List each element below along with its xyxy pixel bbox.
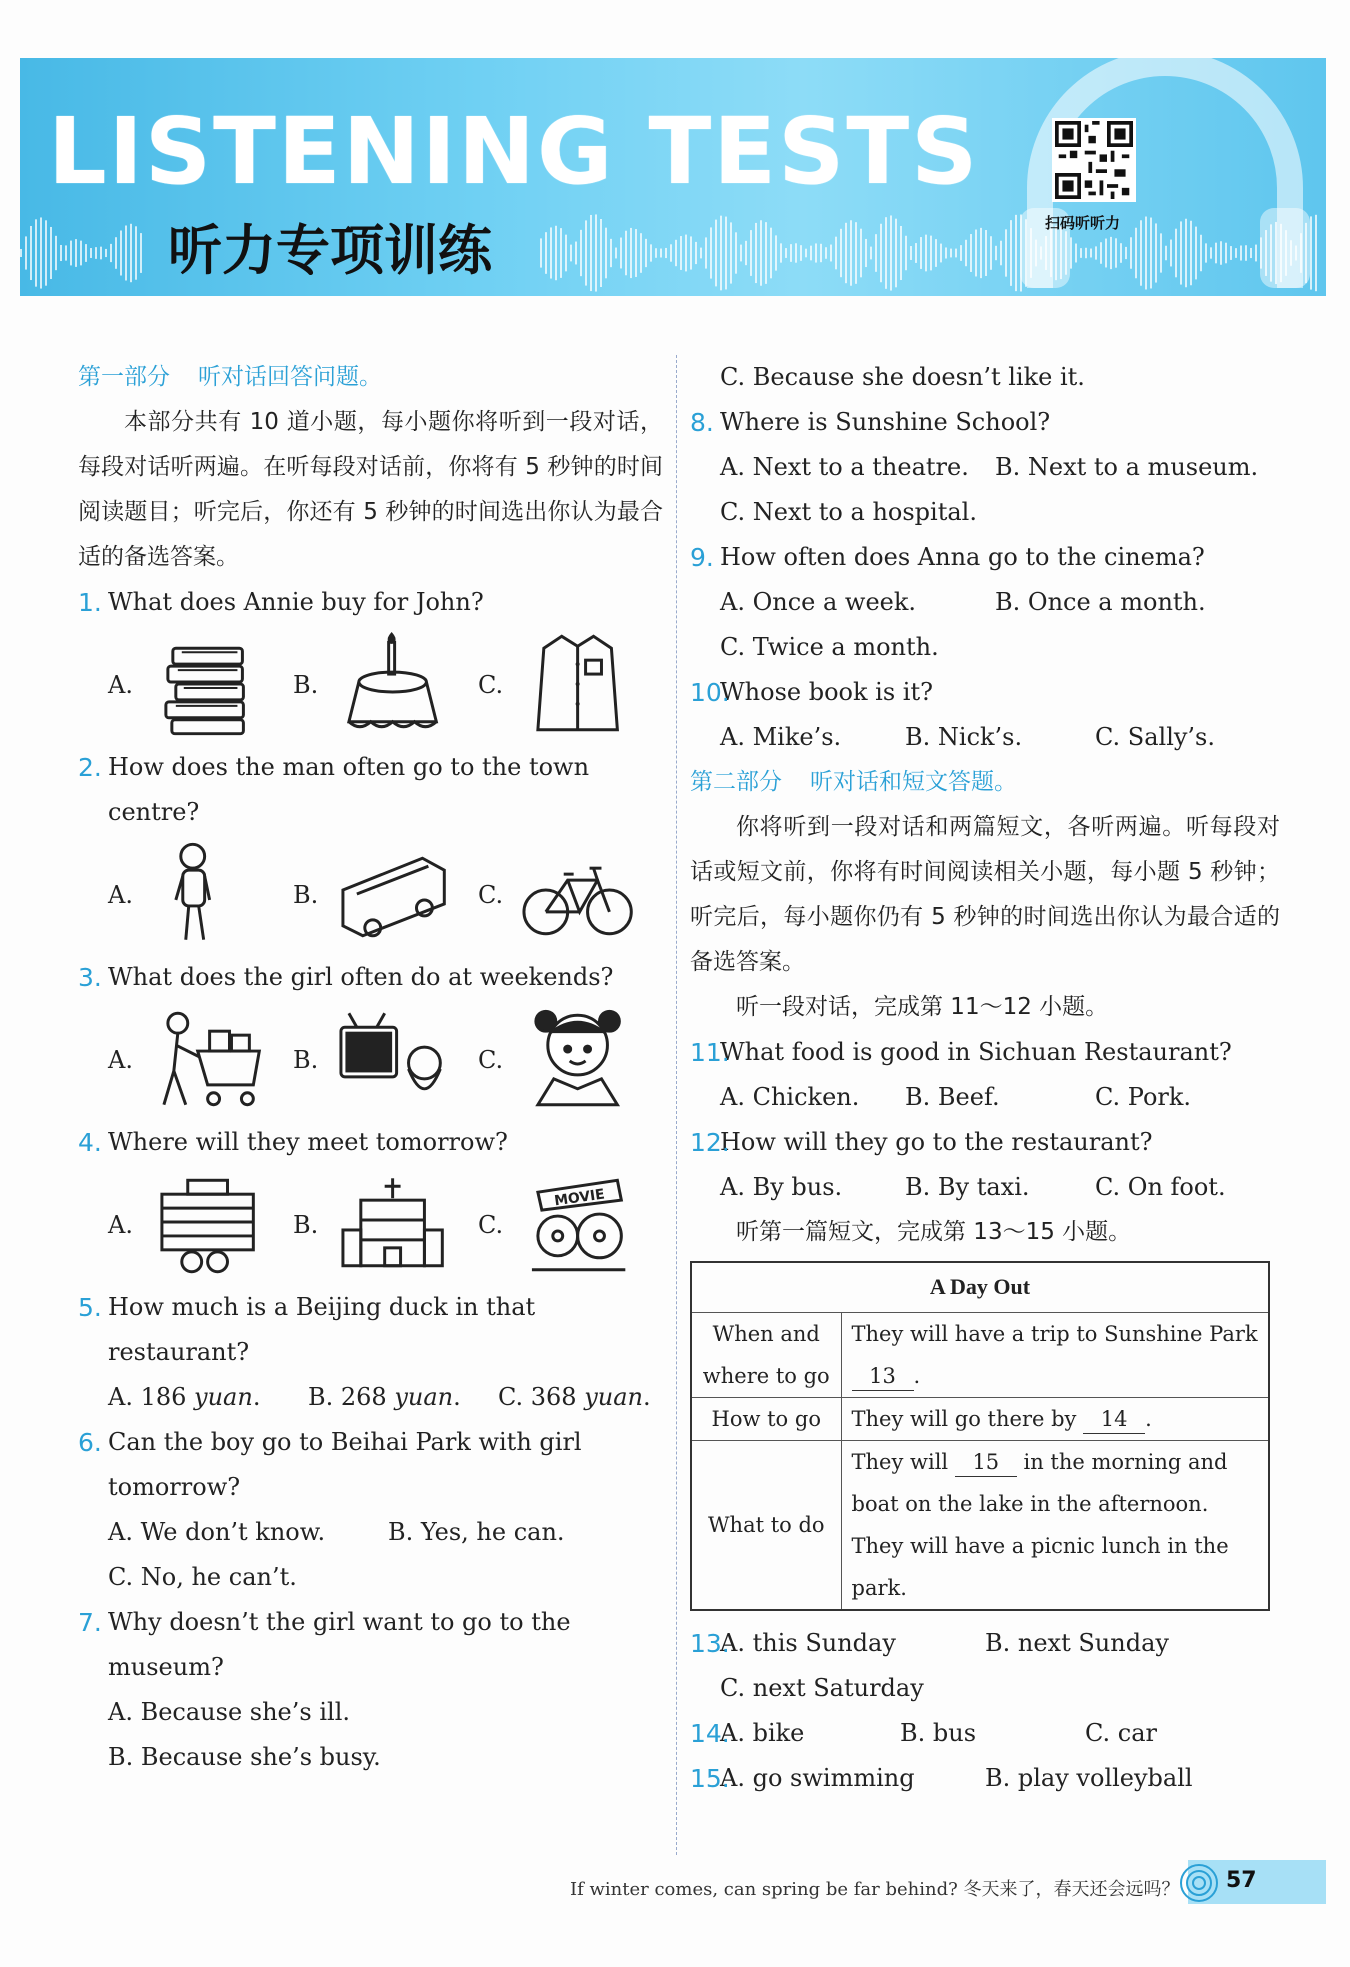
question-11-options	[690, 1075, 1280, 1120]
footer-quote: If winter comes, can spring be far behind? 冬天来了，春天还会远吗？	[570, 1879, 1180, 1900]
question-12-options	[690, 1165, 1280, 1210]
question-10-options	[690, 715, 1280, 760]
reading-girl-icon[interactable]	[518, 1005, 637, 1115]
watching-tv-icon[interactable]	[333, 1005, 452, 1115]
question-10: 10. Whose book is it?	[690, 678, 933, 707]
cake-icon[interactable]	[333, 630, 452, 740]
option-b[interactable]: B. Yes, he can.	[388, 1518, 565, 1546]
hospital-icon[interactable]	[333, 1170, 452, 1280]
row-key: How to go	[691, 1397, 841, 1440]
table-row	[691, 1312, 1269, 1397]
question-4: 4. Where will they meet tomorrow?	[78, 1128, 508, 1157]
option-b[interactable]: B. Beef.	[905, 1083, 1000, 1111]
page-number: 57	[1226, 1868, 1257, 1893]
option-a[interactable]: A. Mike’s.	[720, 723, 842, 751]
option-c[interactable]: C. On foot.	[1095, 1173, 1226, 1201]
shirt-icon[interactable]	[518, 630, 637, 740]
qr-code-icon[interactable]	[1052, 118, 1136, 202]
option-b[interactable]: B. next Sunday	[985, 1628, 1169, 1657]
question-3-pictures: A. B. C.	[78, 1000, 663, 1120]
option-c[interactable]: C. Because she doesn’t like it.	[720, 363, 1085, 391]
row-key: When and where to go	[691, 1312, 841, 1397]
question-13: 13. A. this Sunday B. next Sunday	[690, 1621, 1280, 1666]
question-14: 14. A. bike B. bus C. car	[690, 1711, 1280, 1756]
option-a[interactable]: A. Next to a theatre.	[720, 453, 969, 481]
column-divider	[676, 355, 677, 1855]
bicycle-icon[interactable]	[518, 840, 637, 950]
passage-note: 听第一篇短文，完成第 13～15 小题。	[736, 1219, 1132, 1245]
option-c[interactable]: C. Pork.	[1095, 1083, 1192, 1111]
option-c[interactable]: C. No, he can’t.	[108, 1563, 297, 1591]
question-9: 9. How often does Anna go to the cinema?	[690, 543, 1205, 572]
question-1-pictures: A. B. C.	[78, 625, 663, 745]
answer-blank-13[interactable]: 13	[852, 1362, 914, 1391]
part2-instructions: 你将听到一段对话和两篇短文，各听两遍。听每段对话或短文前，你将有时间阅读相关小题，每小题 5 秒钟；听完后，每小题你仍有 5 秒钟的时间选出你认为最合适的备选答案。	[690, 814, 1280, 975]
question-8-options-ab	[690, 445, 1280, 490]
question-4-pictures: A. B. C. MOVIE	[78, 1165, 663, 1285]
option-b[interactable]: B. Nick’s.	[905, 723, 1023, 751]
question-9-options-ab	[690, 580, 1280, 625]
walking-boy-icon[interactable]	[148, 840, 267, 950]
row-value: They will have a trip to Sunshine Park 13 .	[841, 1312, 1269, 1397]
question-2-pictures: A. B. C.	[78, 835, 663, 955]
option-c[interactable]: C. Sally’s.	[1095, 723, 1215, 751]
option-c[interactable]: C. Next to a hospital.	[720, 498, 977, 526]
question-5: 5. How much is a Beijing duck in that restaurant?	[78, 1293, 536, 1366]
part1-instructions: 本部分共有 10 道小题，每小题你将听到一段对话，每段对话听两遍。在听每段对话前，你将有 5 秒钟的时间阅读题目；听完后，你还有 5 秒钟的时间选出你认为最合适的备选答案。	[78, 409, 663, 570]
dialog-note: 听一段对话，完成第 11～12 小题。	[736, 994, 1109, 1020]
option-a[interactable]: A. this Sunday	[720, 1628, 896, 1657]
question-6-options-ab	[78, 1510, 663, 1555]
page-title-english: LISTENING TESTS	[48, 98, 980, 205]
option-b[interactable]: B. Next to a museum.	[995, 453, 1259, 481]
headphone-icon	[1000, 58, 1326, 296]
answer-blank-14[interactable]: 14	[1083, 1405, 1145, 1434]
question-5-options	[78, 1375, 663, 1420]
option-a[interactable]: A. bike	[720, 1718, 805, 1747]
left-column	[78, 355, 663, 1780]
row-value: They will 15 in the morning and boat on the lake in the afternoon. They will have a picnic lunch in the park.	[841, 1440, 1269, 1610]
svg-text:MOVIE: MOVIE	[553, 1186, 606, 1210]
part1-heading: 第一部分 听对话回答问题。	[78, 364, 382, 390]
bus-icon[interactable]	[333, 840, 452, 950]
hotel-icon[interactable]	[148, 1170, 267, 1280]
books-icon[interactable]	[148, 630, 267, 740]
option-a[interactable]: A. We don’t know.	[108, 1518, 326, 1546]
question-11: 11. What food is good in Sichuan Restaurant?	[690, 1038, 1232, 1067]
option-a[interactable]: A. go swimming	[720, 1763, 915, 1792]
right-column	[690, 355, 1280, 1801]
row-value: They will go there by 14 .	[841, 1397, 1269, 1440]
question-7: 7. Why doesn’t the girl want to go to the museum?	[78, 1608, 571, 1681]
question-8: 8. Where is Sunshine School?	[690, 408, 1051, 437]
table-title: A Day Out	[691, 1262, 1269, 1312]
option-b[interactable]: B. play volleyball	[985, 1763, 1193, 1792]
option-b[interactable]: B. By taxi.	[905, 1173, 1030, 1201]
qr-code-label: 扫码听听力	[1045, 214, 1121, 232]
question-12: 12. How will they go to the restaurant?	[690, 1128, 1153, 1157]
answer-blank-15[interactable]: 15	[955, 1448, 1017, 1477]
option-b[interactable]: B. 268 yuan.	[308, 1383, 461, 1411]
option-c[interactable]: C. 368 yuan.	[498, 1383, 651, 1411]
question-2: 2. How does the man often go to the town centre?	[78, 753, 590, 826]
page-title-chinese: 听力专项训练	[168, 219, 492, 282]
option-c[interactable]: C. next Saturday	[720, 1673, 924, 1702]
table-row	[691, 1397, 1269, 1440]
question-1: 1. What does Annie buy for John?	[78, 588, 484, 617]
question-3: 3. What does the girl often do at weekends?	[78, 963, 614, 992]
option-b[interactable]: B. Because she’s busy.	[108, 1743, 381, 1771]
option-a[interactable]: A. Because she’s ill.	[108, 1698, 350, 1726]
question-6: 6. Can the boy go to Beihai Park with girl tomorrow?	[78, 1428, 582, 1501]
cinema-icon[interactable]	[518, 1170, 637, 1280]
option-a[interactable]: A. Once a week.	[720, 588, 917, 616]
option-a[interactable]: A. By bus.	[720, 1173, 843, 1201]
table-row	[691, 1440, 1269, 1610]
part2-heading: 第二部分 听对话和短文答题。	[690, 769, 1017, 795]
option-c[interactable]: C. car	[1085, 1718, 1157, 1747]
question-15: 15. A. go swimming B. play volleyball	[690, 1756, 1280, 1801]
spiral-icon	[1178, 1862, 1220, 1904]
shopping-icon[interactable]	[148, 1005, 267, 1115]
option-a[interactable]: A. 186 yuan.	[108, 1383, 261, 1411]
row-key: What to do	[691, 1440, 841, 1610]
option-c[interactable]: C. Twice a month.	[720, 633, 939, 661]
day-out-table	[690, 1261, 1270, 1611]
option-b[interactable]: B. Once a month.	[995, 588, 1206, 616]
option-a[interactable]: A. Chicken.	[720, 1083, 860, 1111]
option-b[interactable]: B. bus	[900, 1718, 977, 1747]
